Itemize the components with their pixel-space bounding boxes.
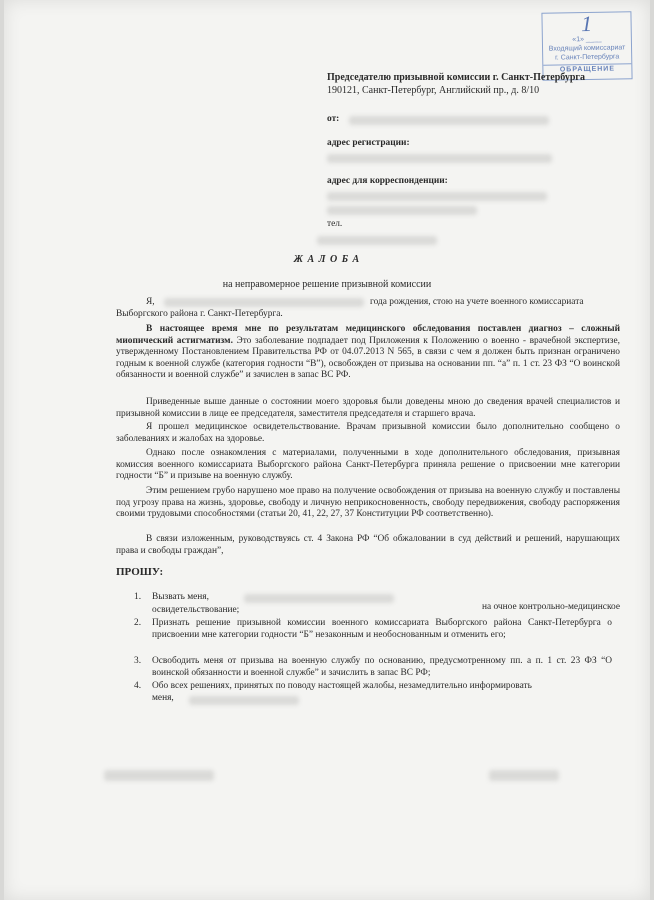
redacted-name: [349, 116, 549, 125]
addressee: Председателю призывной комиссии г. Санкт-Петербурга: [327, 72, 585, 83]
stamp-line3: г. Санкт-Петербурга: [555, 53, 620, 62]
document-subtitle: на неправомерное решение призывной комиссии: [222, 279, 432, 290]
stamp-line4: ОБРАЩЕНИЕ: [543, 63, 631, 75]
diagnosis-paragraph: [116, 324, 620, 382]
request-1-text-c: освидетельствование;: [152, 605, 240, 615]
paragraph-3: Приведенные выше данные о состоянии моего здоровья были доведены мною до сведения врачей специалистов и призывной комиссии в лице ее председателя, заместителя председателя и старшего врача.: [116, 397, 620, 419]
redacted-fullname: [164, 298, 364, 307]
from-label: от:: [327, 114, 340, 124]
paragraph-7: В связи изложенным, руководствуясь ст. 4 Закона РФ “Об обжаловании в суд действий и решений, нарушающих права и свободы граждан”,: [116, 534, 620, 556]
stamp-line2: Входящий комиссариат: [548, 44, 626, 53]
incoming-stamp: [541, 11, 632, 81]
correspondence-label: адрес для корреспонденции:: [327, 176, 448, 186]
request-heading: ПРОШУ:: [116, 566, 164, 578]
redacted-correspondence: [327, 192, 547, 201]
redacted-signature: [489, 770, 559, 781]
redacted-registration: [327, 154, 552, 163]
p1-line1-end: года рождения, стою на учете военного комиссариата: [370, 297, 584, 307]
addressee-address: 190121, Санкт-Петербург, Английский пр., д. 8/10: [327, 85, 540, 96]
request-4-number: 4.: [134, 681, 142, 691]
registration-label: адрес регистрации:: [327, 138, 410, 148]
stamp-number: 1: [580, 10, 593, 37]
redacted-date: [104, 770, 214, 781]
document-title: Ж А Л О Б А: [293, 254, 361, 265]
request-1-number: 1.: [134, 592, 142, 602]
request-1-text-a: Вызвать меня,: [152, 592, 209, 602]
redacted-request-1: [244, 594, 394, 603]
diagnosis-bold: В настоящее время мне по результатам медицинского обследования поставлен диагноз – сложный миопический астигматизм.: [116, 324, 620, 346]
paragraph-6: Этим решением грубо нарушено мое право на получение освобождения от призыва на военную службу и поставлены под угрозу права на жизнь, здоровье, свободу и личную неприкосновенность, свободу передвижения, свободу распоряжения своими трудовыми способностями (статьи 20, 41, 22, 27, 37 Конституции РФ соответственно).: [116, 486, 620, 520]
p1-line2: Выборгского района г. Санкт-Петербурга.: [116, 309, 283, 319]
request-3-number: 3.: [134, 656, 142, 666]
tel-label: тел.: [327, 219, 343, 229]
redacted-request-4: [189, 696, 299, 705]
stamp-line1: «1» ____: [572, 35, 602, 44]
redacted-correspondence-2: [327, 206, 477, 215]
redacted-phone: [317, 236, 437, 245]
request-1-text-b: на очное контрольно-медицинское: [481, 602, 620, 612]
paragraph-5: Однако после ознакомления с материалами, полученными в ходе дополнительного обследования, призывная комиссия военного комиссариата Выборгского района Санкт-Петербурга приняла решение о присвоении мне категории годности “Б” и призыве на военную службу.: [116, 448, 620, 482]
p1-start: Я,: [146, 297, 155, 307]
request-4-text-b: меня,: [152, 693, 174, 703]
request-2-text: Признать решение призывной комиссии военного комиссариата Выборгского района Санкт-Петербурга о присвоении мне категории годности “Б” незаконным и необоснованным и отменить его;: [152, 618, 612, 640]
document-page: [4, 0, 650, 900]
request-2-number: 2.: [134, 618, 142, 628]
paragraph-4: Я прошел медицинское освидетельствование. Врачам призывной комиссии было дополнительно сообщено о заболеваниях и жалобах на здоровье.: [116, 422, 620, 444]
request-3-text: Освободить меня от призыва на военную службу по основанию, предусмотренному пп. а п. 1 ст. 23 ФЗ “О воинской обязанности и военной службе” и зачислить в запас ВС РФ;: [152, 656, 612, 678]
request-4-text-a: Обо всех решениях, принятых по поводу настоящей жалобы, незамедлительно информировать: [152, 681, 532, 691]
diagnosis-rest: Это заболевание подпадает под Приложения к Положению о военно - врачебной экспертизе, утвержденному Постановлением Правительства РФ от 04.07.2013 N 565, в связи с чем я должен быть признан ограничено годным к военной службе (категория годности “В”), освобожден от призыва на основании пп. “а” п. 1 ст. 23 ФЗ “О воинской обязанности и военной службе” и зачислен в запас ВС РФ.: [116, 335, 620, 381]
